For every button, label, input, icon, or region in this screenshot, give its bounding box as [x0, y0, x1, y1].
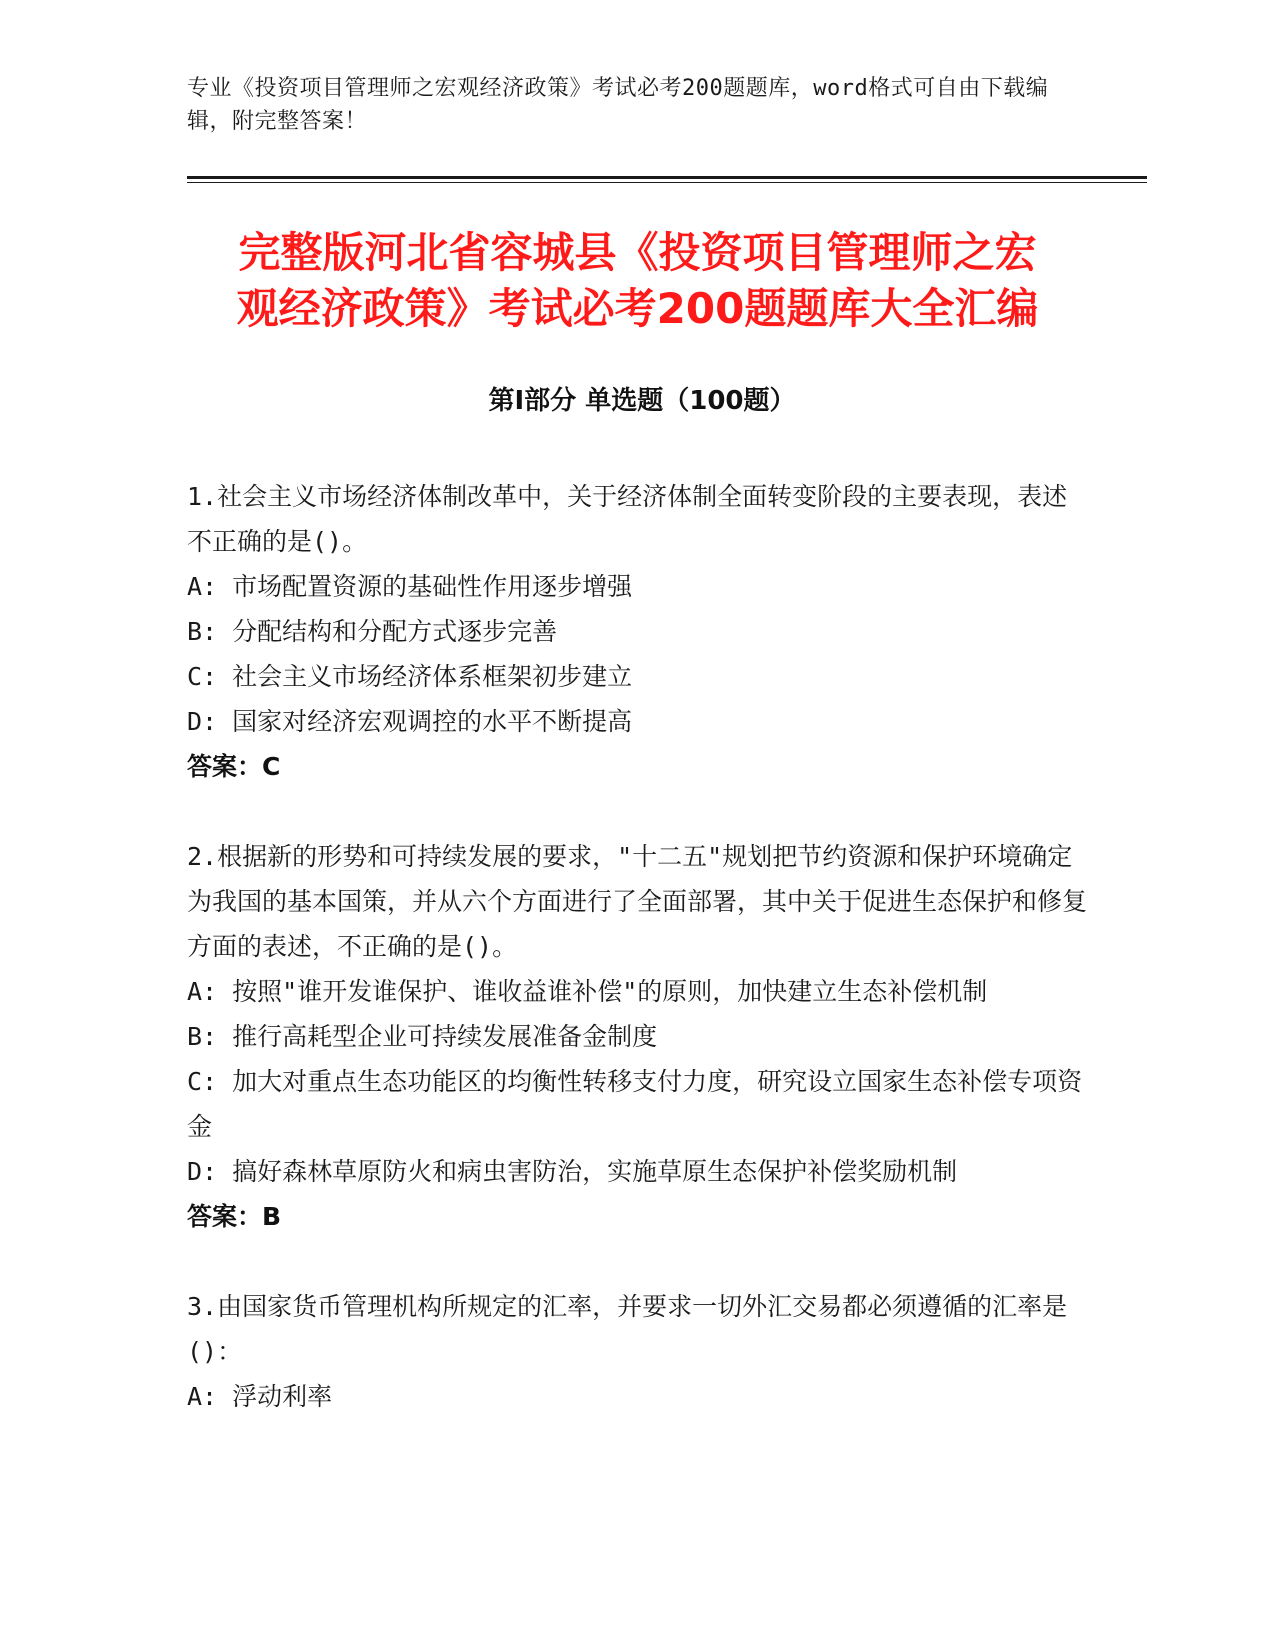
- header-note: 专业《投资项目管理师之宏观经济政策》考试必考200题题库，word格式可自由下载编辑，附完整答案！: [187, 76, 1049, 134]
- header-divider-thin: [187, 182, 1147, 183]
- option-c: C: 加大对重点生态功能区的均衡性转移支付力度，研究设立国家生态补偿专项资金: [187, 1067, 1083, 1141]
- answer: 答案：B: [187, 1202, 282, 1231]
- option-b: B: 推行高耗型企业可持续发展准备金制度: [187, 1022, 658, 1051]
- question-3: [187, 1284, 1087, 1419]
- document-title: [150, 225, 1125, 337]
- question-list: [187, 474, 1087, 1464]
- question-1: [187, 474, 1087, 789]
- answer: 答案：C: [187, 752, 281, 781]
- question-stem: 1.社会主义市场经济体制改革中，关于经济体制全面转变阶段的主要表现，表述不正确的是()。: [187, 482, 1068, 556]
- option-a: A: 市场配置资源的基础性作用逐步增强: [187, 572, 633, 601]
- option-b: B: 分配结构和分配方式逐步完善: [187, 617, 558, 646]
- question-2: [187, 834, 1087, 1239]
- option-d: D: 国家对经济宏观调控的水平不断提高: [187, 707, 633, 736]
- option-d: D: 搞好森林草原防火和病虫害防治，实施草原生态保护补偿奖励机制: [187, 1157, 958, 1186]
- document-title-line-2: 观经济政策》考试必考200题题库大全汇编: [236, 284, 1039, 333]
- option-c: C: 社会主义市场经济体系框架初步建立: [187, 662, 633, 691]
- option-a: A: 按照"谁开发谁保护、谁收益谁补偿"的原则，加快建立生态补偿机制: [187, 977, 988, 1006]
- header-divider-thick: [187, 176, 1147, 179]
- question-stem: 2.根据新的形势和可持续发展的要求，"十二五"规划把节约资源和保护环境确定为我国的基本国策，并从六个方面进行了全面部署，其中关于促进生态保护和修复方面的表述，不正确的是()。: [187, 842, 1088, 961]
- section-title: 第Ⅰ部分 单选题（100题）: [488, 386, 796, 416]
- question-stem: 3.由国家货币管理机构所规定的汇率，并要求一切外汇交易都必须遵循的汇率是()：: [187, 1292, 1068, 1366]
- option-a: A: 浮动利率: [187, 1382, 333, 1411]
- document-title-line-1: 完整版河北省容城县《投资项目管理师之宏: [238, 228, 1037, 277]
